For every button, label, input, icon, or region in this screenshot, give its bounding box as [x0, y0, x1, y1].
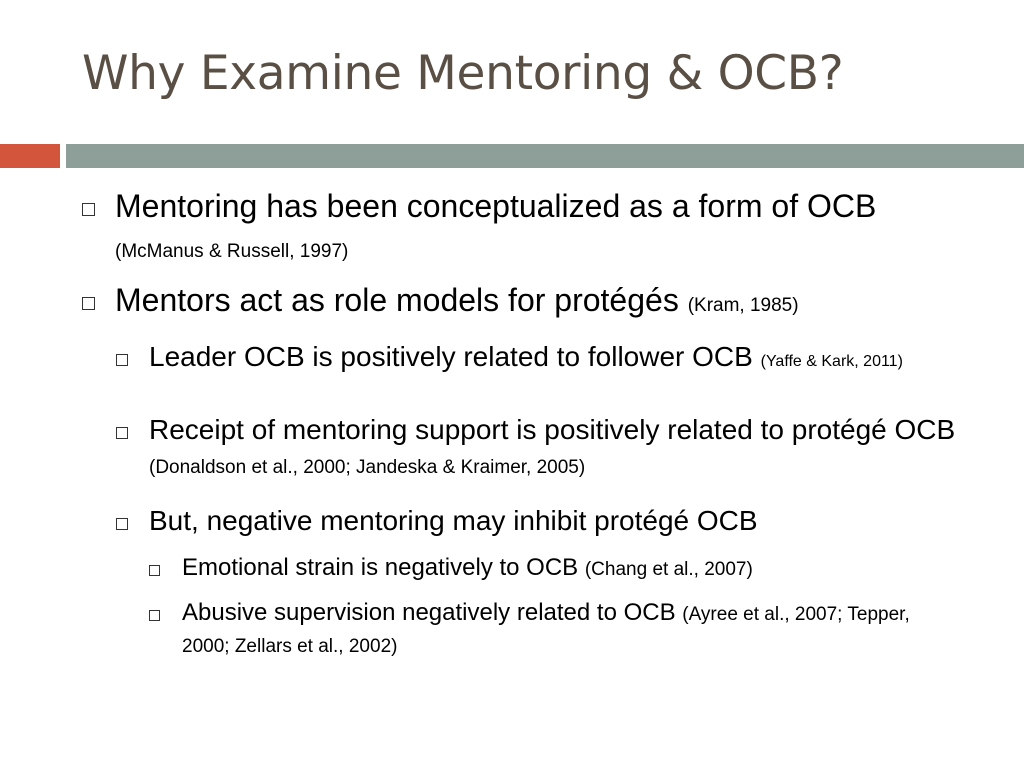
- bullet-item: [82, 280, 942, 326]
- bullet-text: But, negative mentoring may inhibit protégé OCB: [149, 505, 758, 536]
- bullet-text-block: [115, 280, 942, 326]
- bullet-item: [149, 598, 949, 662]
- bullet-citation: (Yaffe & Kark, 2011): [760, 353, 903, 370]
- hollow-square-bullet-icon: [149, 610, 160, 621]
- accent-bar-orange: [0, 144, 60, 168]
- bullet-item: [116, 413, 956, 485]
- bullet-text: Receipt of mentoring support is positively related to protégé OCB: [149, 414, 956, 445]
- bullet-citation: (Ayree et al., 2007; Tepper, 2000; Zellars et al., 2002): [182, 604, 910, 657]
- bullet-citation: (Chang et al., 2007): [584, 559, 753, 580]
- hollow-square-bullet-icon: [82, 203, 95, 216]
- bullet-text-block: [182, 598, 949, 662]
- bullet-text: Mentors act as role models for protégés: [115, 282, 679, 318]
- bullet-text: Mentoring has been conceptualized as a form of OCB: [115, 188, 877, 224]
- hollow-square-bullet-icon: [116, 354, 128, 366]
- bullet-item: [82, 186, 942, 272]
- bullet-text: Emotional strain is negatively to OCB: [182, 554, 579, 581]
- bullet-text: Abusive supervision negatively related to OCB: [182, 599, 676, 626]
- hollow-square-bullet-icon: [149, 565, 160, 576]
- bullet-citation: (Donaldson et al., 2000; Jandeska & Kraimer, 2005): [149, 457, 586, 478]
- hollow-square-bullet-icon: [82, 297, 95, 310]
- accent-bar-gray: [66, 144, 1024, 168]
- bullet-citation: (McManus & Russell, 1997): [115, 241, 349, 262]
- bullet-text-block: [149, 340, 956, 374]
- bullet-item: [116, 504, 956, 538]
- hollow-square-bullet-icon: [116, 518, 128, 530]
- bullet-text-block: [149, 413, 956, 485]
- bullet-text: Leader OCB is positively related to follower OCB: [149, 341, 753, 372]
- hollow-square-bullet-icon: [116, 427, 128, 439]
- bullet-citation: (Kram, 1985): [687, 295, 799, 316]
- bullet-item: [149, 553, 949, 585]
- bullet-text-block: [182, 553, 949, 585]
- slide-title: Why Examine Mentoring & OCB?: [82, 46, 844, 101]
- bullet-text-block: [149, 504, 956, 538]
- bullet-item: [116, 340, 956, 374]
- bullet-text-block: [115, 186, 942, 272]
